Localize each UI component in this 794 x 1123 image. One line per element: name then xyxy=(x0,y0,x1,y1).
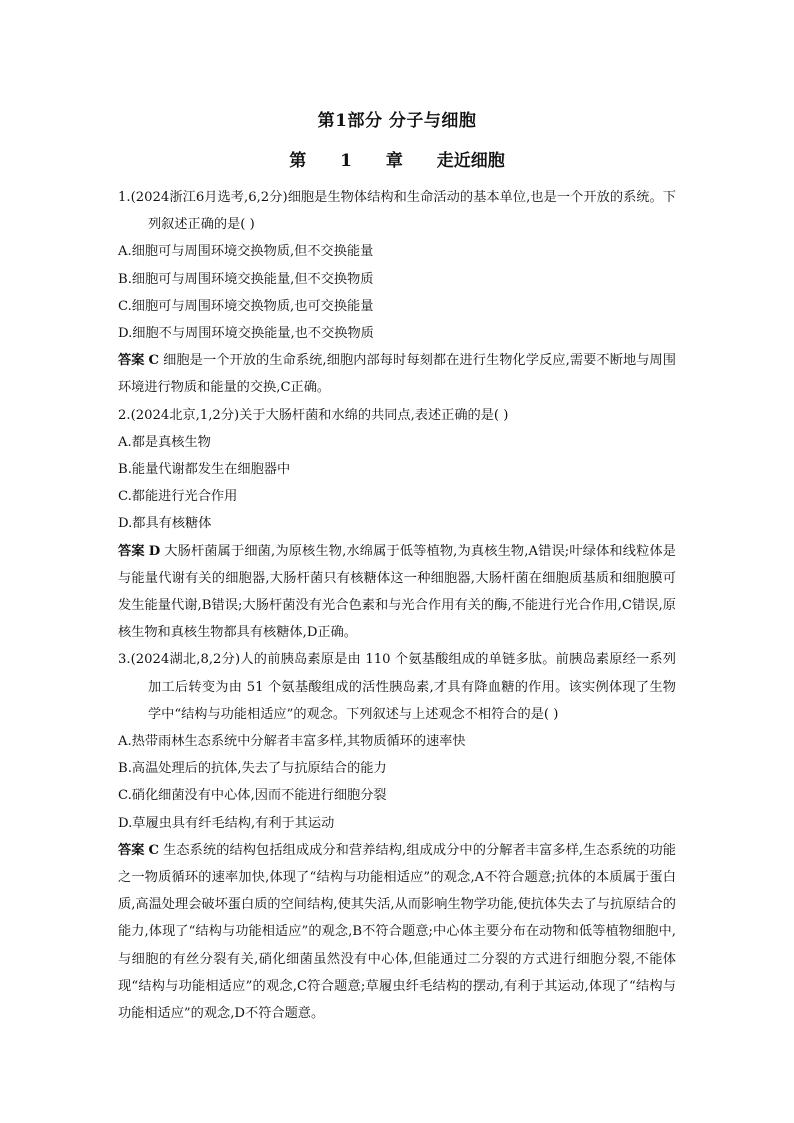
option-d: D.都具有核糖体 xyxy=(118,516,212,532)
question-stem: 3.(2024湖北,8,2分)人的前胰岛素原是由 110 个氨基酸组成的单链多肽。前胰岛素原经一系列加工后转变为由 51 个氨基酸组成的活性胰岛素,才具有降血糖的作用。该实例体现了生物学中“结构与功能相适应”的观念。下列叙述与上述观念不相符合的是( ) xyxy=(118,652,676,722)
option-d: D.草履虫具有纤毛结构,有利于其运动 xyxy=(118,815,335,831)
option-b: B.能量代谢都发生在细胞器中 xyxy=(118,462,291,478)
part-title: 第1部分 分子与细胞 xyxy=(317,111,477,131)
option-a: A.细胞可与周围环境交换物质,但不交换能量 xyxy=(118,244,374,260)
answer-explanation: 大肠杆菌属于细菌,为原核生物,水绵属于低等植物,为真核生物,A错误;叶绿体和线粒体是与能量代谢有关的细胞器,大肠杆菌只有核糖体这一种细胞器,大肠杆菌在细胞质基质和细胞膜可发生能量代谢,B错误;大肠杆菌没有光合色素和与光合作用有关的酶,不能进行光合作用,C错误,原核生物和真核生物都具有核糖体,D正确。 xyxy=(118,543,676,641)
answer-key: C xyxy=(148,842,160,858)
option-b: B.高温处理后的抗体,失去了与抗原结合的能力 xyxy=(118,761,387,777)
option-a: A.都是真核生物 xyxy=(118,434,211,450)
answer-label: 答案 xyxy=(118,543,145,559)
question-2 xyxy=(118,402,676,647)
option-c: C.硝化细菌没有中心体,因而不能进行细胞分裂 xyxy=(118,788,387,804)
question-list xyxy=(118,184,676,1027)
option-c: C.细胞可与周围环境交换物质,也可交换能量 xyxy=(118,298,374,314)
answer-explanation: 生态系统的结构包括组成成分和营养结构,组成成分中的分解者丰富多样,生态系统的功能之一物质循环的速率加快,体现了“结构与功能相适应”的观念,A不符合题意;抗体的本质属于蛋白质,高温处理会破坏蛋白质的空间结构,使其失活,从而影响生物学功能,使抗体失去了与抗原结合的能力,体现了“结构与功能相适应”的观念,B不符合题意;中心体主要分布在动物和低等植物细胞中,与细胞的有丝分裂有关,硝化细菌虽然没有中心体,但能通过二分裂的方式进行细胞分裂,不能体现“结构与功能相适应”的观念,C符合题意;草履虫纤毛结构的摆动,有利于其运动,体现了“结构与功能相适应”的观念,D不符合题意。 xyxy=(118,842,676,1022)
question-1 xyxy=(118,184,676,402)
answer-block xyxy=(118,538,676,647)
answer-explanation: 细胞是一个开放的生命系统,细胞内部每时每刻都在进行生物化学反应,需要不断地与周围环境进行物质和能量的交换,C正确。 xyxy=(118,353,676,396)
question-3 xyxy=(118,646,676,1027)
option-d: D.细胞不与周围环境交换能量,也不交换物质 xyxy=(118,326,374,342)
answer-block xyxy=(118,837,676,1027)
option-a: A.热带雨林生态系统中分解者丰富多样,其物质循环的速率快 xyxy=(118,734,466,750)
answer-key: C xyxy=(148,353,160,369)
option-c: C.都能进行光合作用 xyxy=(118,489,238,505)
question-stem: 2.(2024北京,1,2分)关于大肠杆菌和水绵的共同点,表述正确的是( ) xyxy=(118,407,509,423)
answer-key: D xyxy=(148,543,161,559)
answer-block xyxy=(118,347,676,401)
question-stem: 1.(2024浙江6月选考,6,2分)细胞是生物体结构和生命活动的基本单位,也是一个开放的系统。下列叙述正确的是( ) xyxy=(118,190,676,233)
chapter-title: 第 1 章 走近细胞 xyxy=(289,151,505,171)
answer-label: 答案 xyxy=(118,842,145,858)
answer-label: 答案 xyxy=(118,353,145,369)
option-b: B.细胞可与周围环境交换能量,但不交换物质 xyxy=(118,271,374,287)
